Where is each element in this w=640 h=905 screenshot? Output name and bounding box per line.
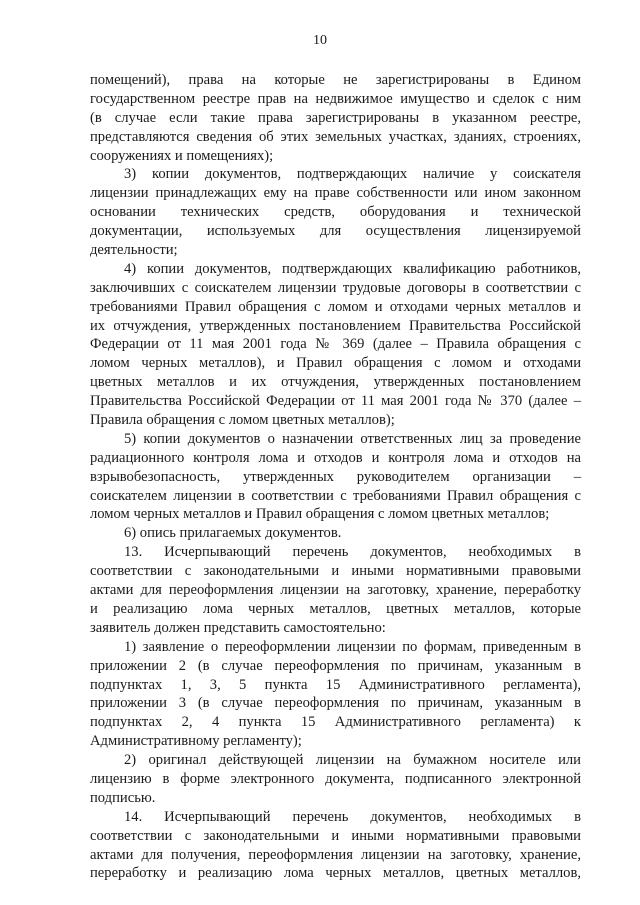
page-number: 10 bbox=[313, 33, 327, 48]
document-body bbox=[90, 71, 581, 883]
text-line: актами для получения, переоформления лицензии на заготовку, хранение, bbox=[90, 846, 581, 863]
text-line: лицензию в форме электронного документа, подписанного электронной bbox=[90, 770, 581, 787]
text-line: требованиями Правил обращения с ломом и отходами черных металлов и bbox=[90, 298, 581, 315]
text-line: 1) заявление о переоформлении лицензии по формам, приведенным в bbox=[124, 638, 581, 655]
paragraph bbox=[90, 430, 581, 524]
text-line: подпунктах 2, 4 пункта 15 Административного регламента) к bbox=[90, 714, 581, 731]
text-line: ломом черных металлов), и Правил обращения с ломом и отходами bbox=[90, 355, 581, 372]
paragraph bbox=[90, 543, 581, 637]
text-line: помещений), права на которые не зарегистрированы в Едином bbox=[90, 72, 581, 88]
paragraph bbox=[90, 524, 581, 543]
text-line: 14. Исчерпывающий перечень документов, необходимых в bbox=[124, 808, 581, 825]
text-line: ломом черных металлов и Правил обращения с ломом цветных металлов; bbox=[90, 506, 550, 523]
paragraph bbox=[90, 638, 581, 751]
text-line: приложении 2 (в случае переоформления по причинам, указанным в bbox=[90, 657, 581, 674]
text-line: соответствии с законодательными и иными нормативными правовыми bbox=[90, 827, 581, 844]
text-line: цветных металлов и их отчуждения, утвержденных постановлением bbox=[90, 374, 581, 391]
text-line: подписью. bbox=[90, 789, 156, 806]
text-line: приложении 3 (в случае переоформления по причинам, указанным в bbox=[90, 695, 581, 712]
text-line: представляются сведения об этих земельных участках, зданиях, строениях, bbox=[90, 128, 581, 145]
paragraph bbox=[90, 808, 581, 884]
text-line: документации, используемых для осуществления лицензируемой bbox=[90, 223, 581, 240]
text-line: переработку и реализацию лома черных металлов, цветных металлов, bbox=[90, 865, 581, 882]
text-line: сооружениях и помещениях); bbox=[90, 147, 274, 164]
text-line: заключивших с соискателем лицензии трудовые договоры в соответствии с bbox=[90, 279, 581, 296]
text-line: 3) копии документов, подтверждающих наличие у соискателя bbox=[124, 166, 581, 183]
text-line: Правила обращения с ломом цветных металлов); bbox=[90, 412, 395, 429]
text-line: подпунктах 1, 3, 5 пункта 15 Административного регламента), bbox=[90, 676, 581, 693]
text-line: деятельности; bbox=[90, 242, 178, 259]
text-line: заявитель должен представить самостоятельно: bbox=[90, 619, 386, 636]
text-line: их отчуждения, утвержденных постановлением Правительства Российской bbox=[90, 317, 581, 334]
text-line: взрывобезопасность, утвержденных руководителем организации – bbox=[90, 468, 581, 485]
text-line: лицензии принадлежащих ему на праве собственности или ином законном bbox=[90, 185, 581, 202]
text-line: Правительства Российской Федерации от 11 мая 2001 года № 370 (далее – bbox=[90, 393, 581, 410]
paragraph bbox=[90, 71, 581, 165]
text-line: соответствии с законодательными и иными нормативными правовыми bbox=[90, 563, 581, 580]
text-line: государственном реестре прав на недвижимое имущество и сделок с ним bbox=[90, 90, 581, 107]
text-line: 4) копии документов, подтверждающих квалификацию работников, bbox=[124, 260, 581, 277]
text-line: 13. Исчерпывающий перечень документов, необходимых в bbox=[124, 544, 581, 561]
text-line: основании технических средств, оборудования и технической bbox=[90, 204, 581, 221]
text-line: Федерации от 11 мая 2001 года № 369 (далее – Правила обращения с bbox=[90, 336, 581, 353]
text-line: 6) опись прилагаемых документов. bbox=[124, 525, 342, 542]
text-line: 2) оригинал действующей лицензии на бумажном носителе или bbox=[124, 752, 581, 769]
paragraph bbox=[90, 165, 581, 259]
paragraph bbox=[90, 751, 581, 808]
text-line: соискателем лицензии в соответствии с требованиями Правил обращения с bbox=[90, 487, 581, 504]
text-line: радиационного контроля лома и отходов и контроля лома и отходов на bbox=[90, 449, 581, 466]
text-line: (в случае если такие права зарегистрированы в указанном реестре, bbox=[90, 109, 581, 126]
text-line: актами для переоформления лицензии на заготовку, хранение, переработку bbox=[90, 582, 581, 599]
text-line: 5) копии документов о назначении ответственных лиц за проведение bbox=[124, 430, 581, 447]
paragraph bbox=[90, 260, 581, 430]
text-line: и реализацию лома черных металлов, цветных металлов, которые bbox=[90, 600, 581, 617]
text-line: Административному регламенту); bbox=[90, 733, 302, 750]
